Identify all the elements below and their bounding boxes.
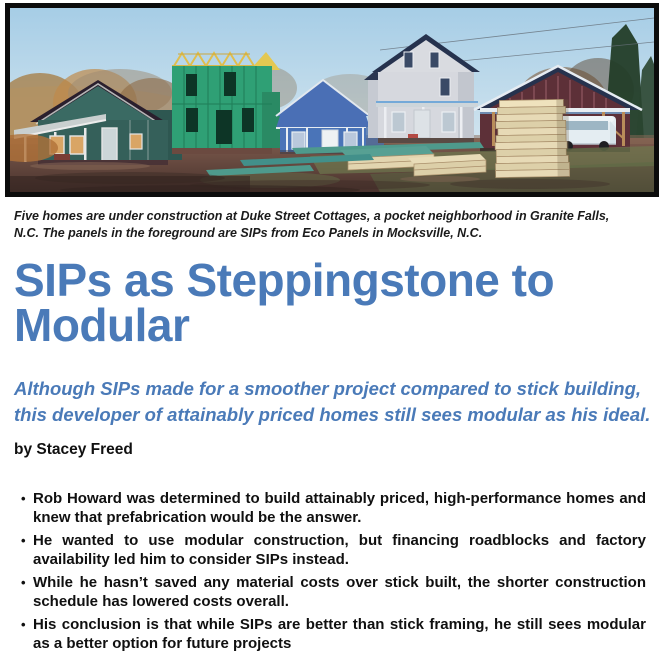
bullet-text: His conclusion is that while SIPs are better than stick framing, he still sees modular as a better option for future projects <box>33 616 646 652</box>
bullet-icon: • <box>21 491 26 506</box>
article-deck-line-1: Although SIPs made for a smoother project compared to stick building, <box>14 378 642 399</box>
summary-list-item <box>21 531 646 569</box>
bullet-text: While he hasn’t saved any material costs over stick built, the shorter construction schedule has lowered costs overall. <box>33 574 646 610</box>
article-deck <box>14 376 651 428</box>
bullet-icon: • <box>21 533 26 548</box>
hero-photo <box>10 8 654 192</box>
byline: by Stacey Freed <box>14 441 133 458</box>
article-page <box>0 3 660 652</box>
bullet-text: Rob Howard was determined to build attainably priced, high-performance homes and knew that prefabrication would be the answer. <box>33 490 646 526</box>
summary-list-item <box>21 615 646 653</box>
bullet-icon: • <box>21 617 26 632</box>
bullet-icon: • <box>21 575 26 590</box>
photo-caption <box>14 208 646 242</box>
photo-caption-line-2: N.C. The panels in the foreground are SIPs from Eco Panels in Mocksville, N.C. <box>14 226 483 240</box>
summary-list <box>21 489 646 653</box>
brick-pile <box>54 154 70 160</box>
article-title: SIPs as Steppingstone to Modular <box>14 254 555 351</box>
summary-list-item <box>21 489 646 527</box>
article-deck-line-2: this developer of attainably priced homes still sees modular as his ideal. <box>14 404 651 425</box>
photo-caption-line-1: Five homes are under construction at Duke Street Cottages, a pocket neighborhood in Granite Falls, <box>14 209 610 223</box>
hero-photo-frame <box>5 3 659 197</box>
summary-list-item <box>21 573 646 611</box>
sip-panel-stack <box>494 99 569 177</box>
house-2-green-framed <box>172 52 280 154</box>
bullet-text: He wanted to use modular construction, but financing roadblocks and factory availability led him to consider SIPs instead. <box>33 532 646 568</box>
